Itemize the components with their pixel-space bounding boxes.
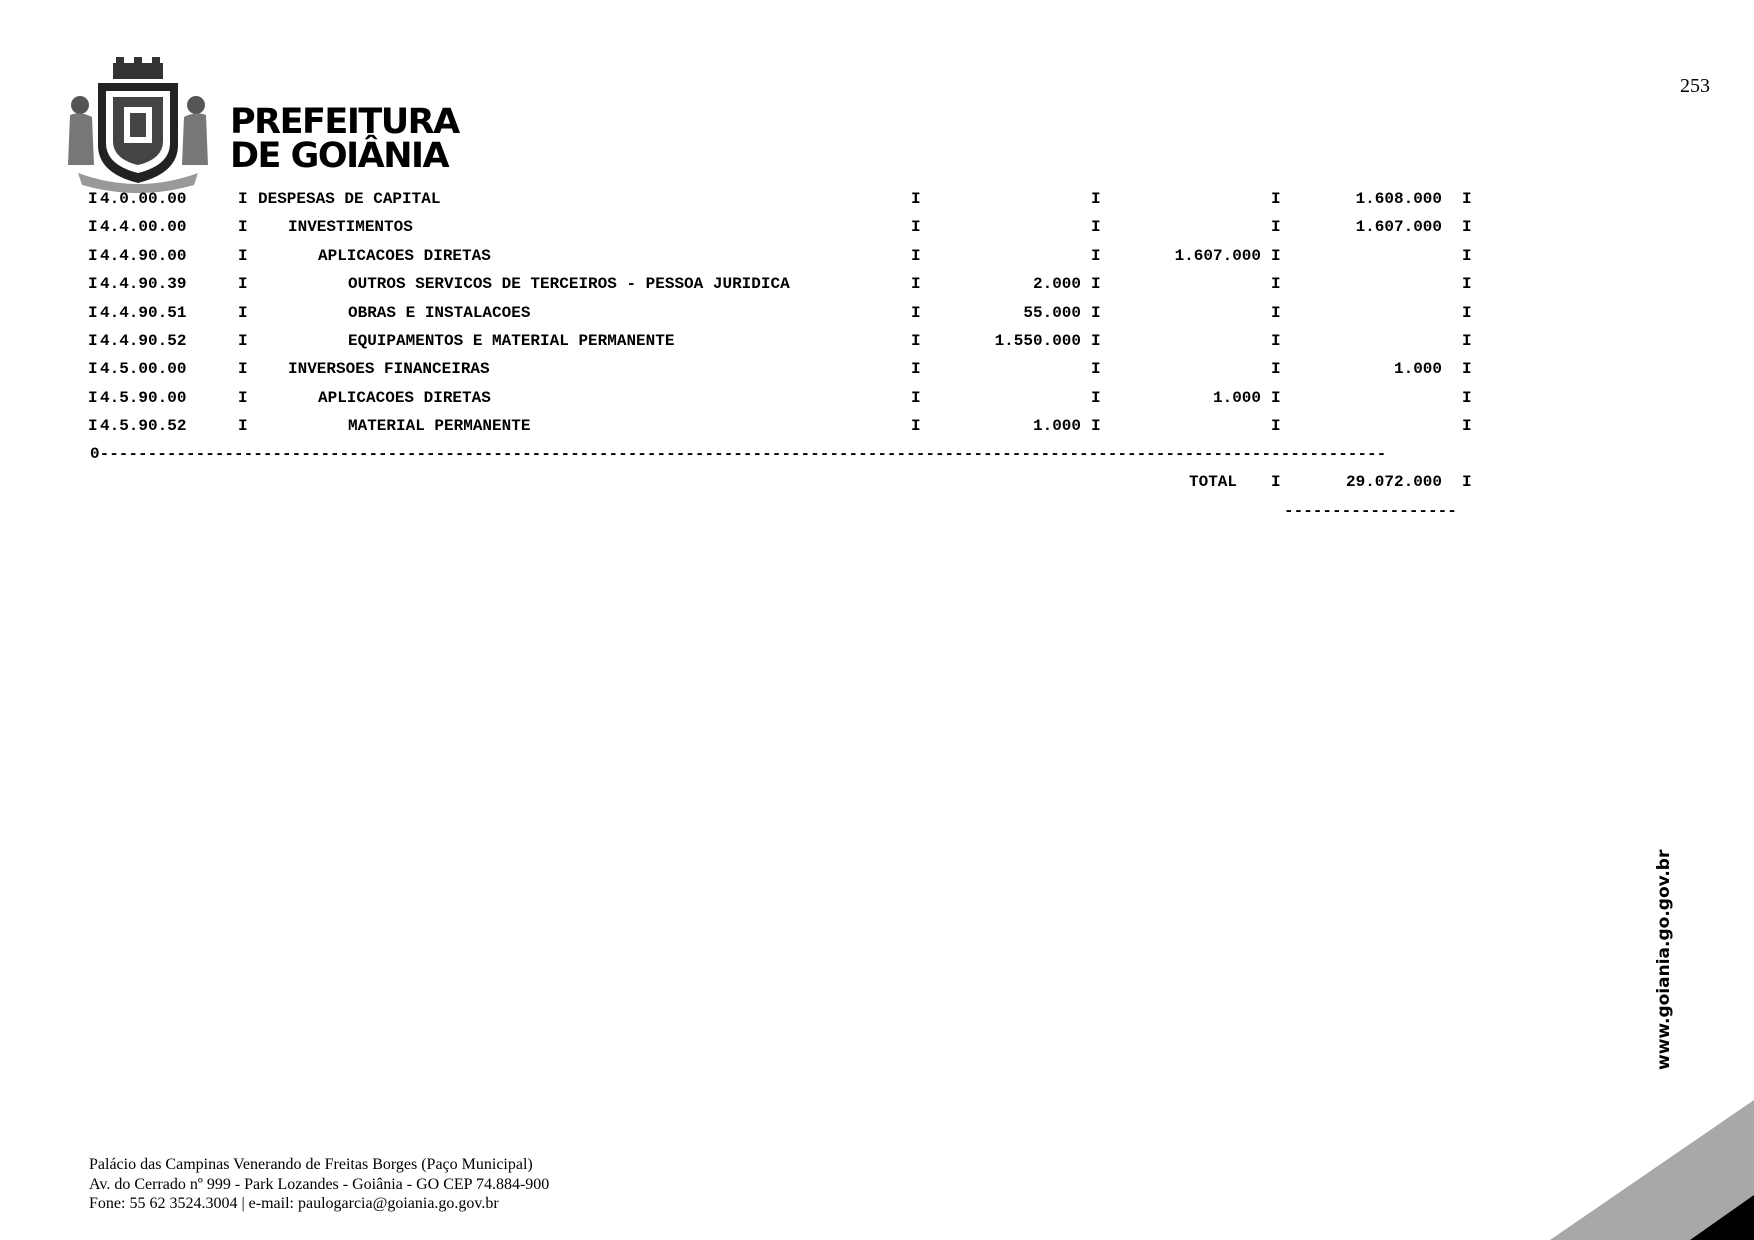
row-separator-4: I — [1462, 303, 1472, 322]
row-separator-4: I — [1462, 275, 1472, 294]
table-row — [88, 275, 1488, 303]
table-row — [88, 247, 1488, 275]
row-separator-2: I — [1091, 360, 1101, 379]
row-separator-3: I — [1271, 275, 1281, 294]
row-description-separator: I — [238, 360, 248, 379]
row-value-modality: 1.000 — [1212, 388, 1261, 407]
row-value-category: 1.608.000 — [1355, 190, 1442, 208]
row-separator-2: I — [1091, 388, 1101, 407]
row-separator-3: I — [1271, 190, 1281, 208]
footer-line-1: Palácio das Campinas Venerando de Freitas Borges (Paço Municipal) — [89, 1156, 533, 1173]
row-account-code: 4.4.90.52 — [100, 331, 187, 350]
row-lead-separator: I — [88, 360, 98, 379]
row-separator-3: I — [1271, 218, 1281, 237]
table-row — [88, 417, 1488, 445]
row-account-code: 4.4.00.00 — [100, 218, 187, 237]
row-account-code: 4.0.00.00 — [100, 190, 187, 208]
table-row — [88, 304, 1488, 332]
row-description-separator: I — [238, 388, 248, 407]
row-separator-1: I — [911, 360, 921, 379]
row-lead-separator: I — [88, 218, 98, 237]
row-value-element: 1.550.000 — [994, 331, 1081, 350]
brand-line-1: PREFEITURA — [230, 102, 459, 142]
row-separator-2: I — [1091, 246, 1101, 265]
row-description-separator: I — [238, 190, 248, 208]
row-description: OUTROS SERVICOS DE TERCEIROS - PESSOA JURIDICA — [348, 275, 790, 294]
total-separator-right: I — [1462, 473, 1472, 491]
report-rows — [88, 190, 1488, 446]
row-separator-4: I — [1462, 417, 1472, 436]
website-url: www.goiania.go.gov.br — [1654, 849, 1674, 1070]
row-description: MATERIAL PERMANENTE — [348, 417, 531, 436]
total-value: 29.072.000 — [1345, 473, 1442, 491]
row-separator-4: I — [1462, 331, 1472, 350]
row-value-element: 2.000 — [1032, 275, 1081, 294]
footer-line-2: Av. do Cerrado nº 999 - Park Lozandes - Goiânia - GO CEP 74.884-900 — [89, 1175, 550, 1193]
row-account-code: 4.4.90.51 — [100, 303, 187, 322]
row-separator-1: I — [911, 331, 921, 350]
row-lead-separator: I — [88, 303, 98, 322]
row-separator-1: I — [911, 218, 921, 237]
row-separator-2: I — [1091, 417, 1101, 436]
row-description: OBRAS E INSTALACOES — [348, 303, 531, 322]
row-value-element: 1.000 — [1032, 417, 1081, 436]
row-separator-3: I — [1271, 417, 1281, 436]
row-account-code: 4.4.90.00 — [100, 246, 187, 265]
row-lead-separator: I — [88, 331, 98, 350]
report-divider: 0-------------------------------------------------------------------------------------------------------------------------------------- — [90, 445, 1387, 463]
row-separator-3: I — [1271, 246, 1281, 265]
row-description: INVERSOES FINANCEIRAS — [288, 360, 490, 379]
row-separator-1: I — [911, 303, 921, 322]
table-row — [88, 218, 1488, 246]
page-number: 253 — [1680, 75, 1710, 97]
table-row — [88, 389, 1488, 417]
row-lead-separator: I — [88, 246, 98, 265]
row-separator-4: I — [1462, 388, 1472, 407]
row-lead-separator: I — [88, 275, 98, 294]
row-value-category: 1.607.000 — [1355, 218, 1442, 237]
row-description-separator: I — [238, 218, 248, 237]
row-separator-2: I — [1091, 331, 1101, 350]
row-description: EQUIPAMENTOS E MATERIAL PERMANENTE — [348, 331, 675, 350]
row-account-code: 4.5.90.52 — [100, 417, 187, 436]
brand-wordmark — [230, 102, 459, 176]
row-lead-separator: I — [88, 190, 98, 208]
brand-line-2: DE GOIÂNIA — [230, 136, 449, 176]
footer-line-3: Fone: 55 62 3524.3004 | e-mail: paulogarcia@goiania.go.gov.br — [89, 1195, 499, 1212]
total-underline: ------------------ — [1284, 502, 1457, 520]
row-description-separator: I — [238, 246, 248, 265]
row-separator-4: I — [1462, 246, 1472, 265]
row-description-separator: I — [238, 303, 248, 322]
row-separator-3: I — [1271, 331, 1281, 350]
table-row — [88, 190, 1488, 218]
total-row — [88, 473, 1488, 501]
row-separator-4: I — [1462, 218, 1472, 237]
row-value-modality: 1.607.000 — [1174, 246, 1261, 265]
budget-report — [88, 190, 1488, 446]
coat-of-arms-logo — [58, 55, 218, 195]
row-value-category: 1.000 — [1393, 360, 1442, 379]
corner-decoration — [1550, 1100, 1754, 1240]
row-separator-2: I — [1091, 190, 1101, 208]
row-separator-3: I — [1271, 360, 1281, 379]
row-separator-1: I — [911, 246, 921, 265]
table-row — [88, 360, 1488, 388]
row-separator-4: I — [1462, 190, 1472, 208]
footer-address — [89, 1155, 549, 1214]
row-account-code: 4.5.90.00 — [100, 388, 187, 407]
row-separator-1: I — [911, 275, 921, 294]
row-description-separator: I — [238, 331, 248, 350]
row-lead-separator: I — [88, 388, 98, 407]
row-separator-2: I — [1091, 218, 1101, 237]
row-separator-4: I — [1462, 360, 1472, 379]
total-label: TOTAL — [1189, 473, 1238, 491]
row-separator-1: I — [911, 388, 921, 407]
row-separator-1: I — [911, 417, 921, 436]
row-separator-2: I — [1091, 303, 1101, 322]
row-account-code: 4.4.90.39 — [100, 275, 187, 294]
row-description: APLICACOES DIRETAS — [318, 388, 491, 407]
row-description: APLICACOES DIRETAS — [318, 246, 491, 265]
row-lead-separator: I — [88, 417, 98, 436]
row-description: INVESTIMENTOS — [288, 218, 413, 237]
row-description-separator: I — [238, 275, 248, 294]
table-row — [88, 332, 1488, 360]
row-description-separator: I — [238, 417, 248, 436]
row-separator-1: I — [911, 190, 921, 208]
row-description: DESPESAS DE CAPITAL — [258, 190, 441, 208]
row-separator-3: I — [1271, 303, 1281, 322]
row-value-element: 55.000 — [1023, 303, 1081, 322]
total-separator-left: I — [1271, 473, 1281, 491]
row-separator-2: I — [1091, 275, 1101, 294]
row-account-code: 4.5.00.00 — [100, 360, 187, 379]
row-separator-3: I — [1271, 388, 1281, 407]
